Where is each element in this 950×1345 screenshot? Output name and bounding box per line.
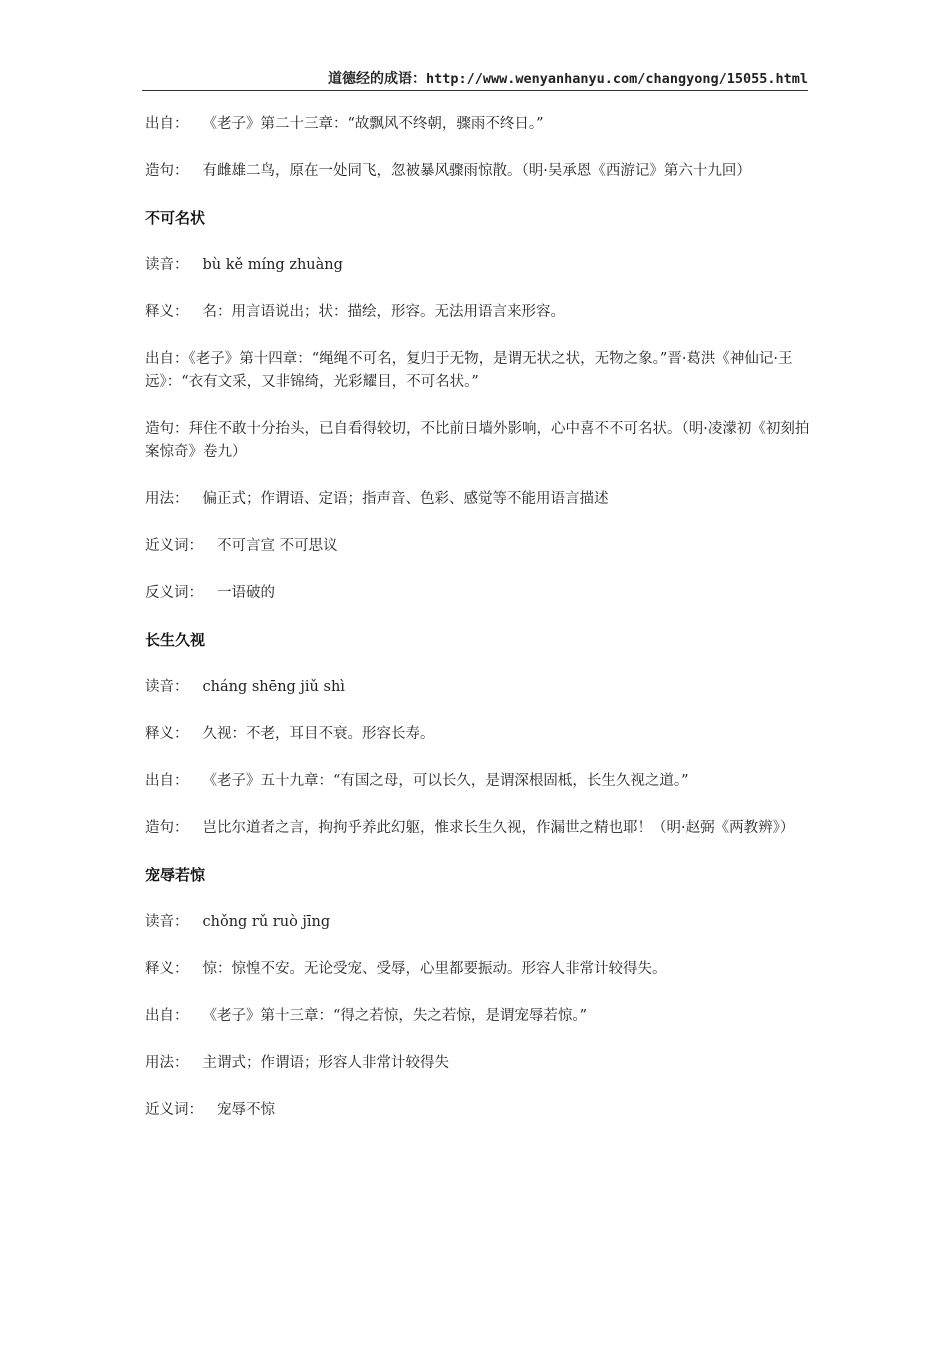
line-text: 拜住不敢十分抬头，已自看得较切，不比前日墙外影响，心中喜不不可名状。（明·凌濛初《初刻拍案惊奇》卷九） xyxy=(145,421,810,460)
line-label: 用法： xyxy=(145,491,189,507)
line-text: 不可言宣 不可思议 xyxy=(217,538,338,554)
idiom-line xyxy=(145,1052,810,1075)
line-text: 名：用言语说出；状：描绘，形容。无法用语言来形容。 xyxy=(202,304,565,320)
line-label: 读音： xyxy=(145,914,189,930)
line-text: bù kě míng zhuàng xyxy=(202,257,343,273)
line-label: 释义： xyxy=(145,961,189,977)
line-label: 反义词： xyxy=(145,585,203,601)
idiom-line xyxy=(145,911,810,934)
line-label: 造句： xyxy=(145,820,189,836)
idiom-line xyxy=(145,1099,810,1122)
idiom-line xyxy=(145,582,810,605)
idiom-line xyxy=(145,254,810,277)
idiom-line xyxy=(145,535,810,558)
line-text: 偏正式；作谓语、定语；指声音、色彩、感觉等不能用语言描述 xyxy=(202,491,609,507)
idiom-title: 长生久视 xyxy=(145,631,206,649)
line-label: 读音： xyxy=(145,257,189,273)
idiom-line xyxy=(145,770,810,793)
line-label: 近义词： xyxy=(145,538,203,554)
intro-line xyxy=(145,160,810,183)
line-text: 《老子》第十四章：“绳绳不可名，复归于无物，是谓无状之状，无物之象。”晋·葛洪《神仙记·王远》：“衣有文采，又非锦绮，光彩耀目，不可名状。” xyxy=(145,351,793,390)
line-text: 主谓式；作谓语；形容人非常计较得失 xyxy=(202,1055,449,1071)
header-title: 道德经的成语： xyxy=(327,71,426,87)
header-url-link[interactable]: http://www.wenyanhanyu.com/changyong/15055.html xyxy=(425,71,808,87)
line-text: 《老子》第二十三章：“故飘风不终朝，骤雨不终日。” xyxy=(202,116,544,132)
line-label: 近义词： xyxy=(145,1102,203,1118)
idiom-entry xyxy=(145,629,810,840)
line-label: 造句： xyxy=(145,163,189,179)
line-text: chǒng rǔ ruò jīng xyxy=(202,914,331,930)
idiom-line xyxy=(145,817,810,840)
page-header xyxy=(142,68,808,91)
idiom-line xyxy=(145,301,810,324)
idiom-line xyxy=(145,1005,810,1028)
line-text: 《老子》五十九章：“有国之母，可以长久，是谓深根固柢，长生久视之道。” xyxy=(202,773,689,789)
line-text: 宠辱不惊 xyxy=(217,1102,275,1118)
idiom-entry xyxy=(145,207,810,605)
idiom-line xyxy=(145,676,810,699)
line-text: 岂比尔道者之言，拘拘乎养此幻躯，惟求长生久视，作漏世之精也耶！（明·赵弼《两教辨》） xyxy=(202,820,795,836)
line-label: 出自： xyxy=(145,1008,189,1024)
line-label: 出自： xyxy=(145,116,189,132)
idiom-line xyxy=(145,418,810,464)
line-label: 出自： xyxy=(145,351,189,367)
idiom-title: 不可名状 xyxy=(145,209,206,227)
idiom-line xyxy=(145,348,810,394)
line-label: 出自： xyxy=(145,773,189,789)
line-text: cháng shēng jiǔ shì xyxy=(202,679,345,695)
idiom-title: 宠辱若惊 xyxy=(145,866,206,884)
line-label: 释义： xyxy=(145,304,189,320)
idiom-line xyxy=(145,488,810,511)
intro-line xyxy=(145,113,810,136)
line-label: 释义： xyxy=(145,726,189,742)
idiom-entry xyxy=(145,864,810,1122)
line-text: 一语破的 xyxy=(217,585,275,601)
idiom-line xyxy=(145,723,810,746)
line-text: 惊：惊惶不安。无论受宠、受辱，心里都要振动。形容人非常计较得失。 xyxy=(202,961,667,977)
line-label: 造句： xyxy=(145,421,189,437)
line-text: 《老子》第十三章：“得之若惊，失之若惊，是谓宠辱若惊。” xyxy=(202,1008,588,1024)
idiom-line xyxy=(145,958,810,981)
line-label: 用法： xyxy=(145,1055,189,1071)
line-text: 久视：不老，耳目不衰。形容长寿。 xyxy=(202,726,435,742)
line-label: 读音： xyxy=(145,679,189,695)
line-text: 有雌雄二鸟，原在一处同飞，忽被暴风骤雨惊散。（明·吴承恩《西游记》第六十九回） xyxy=(202,163,751,179)
document-body xyxy=(145,113,810,1146)
